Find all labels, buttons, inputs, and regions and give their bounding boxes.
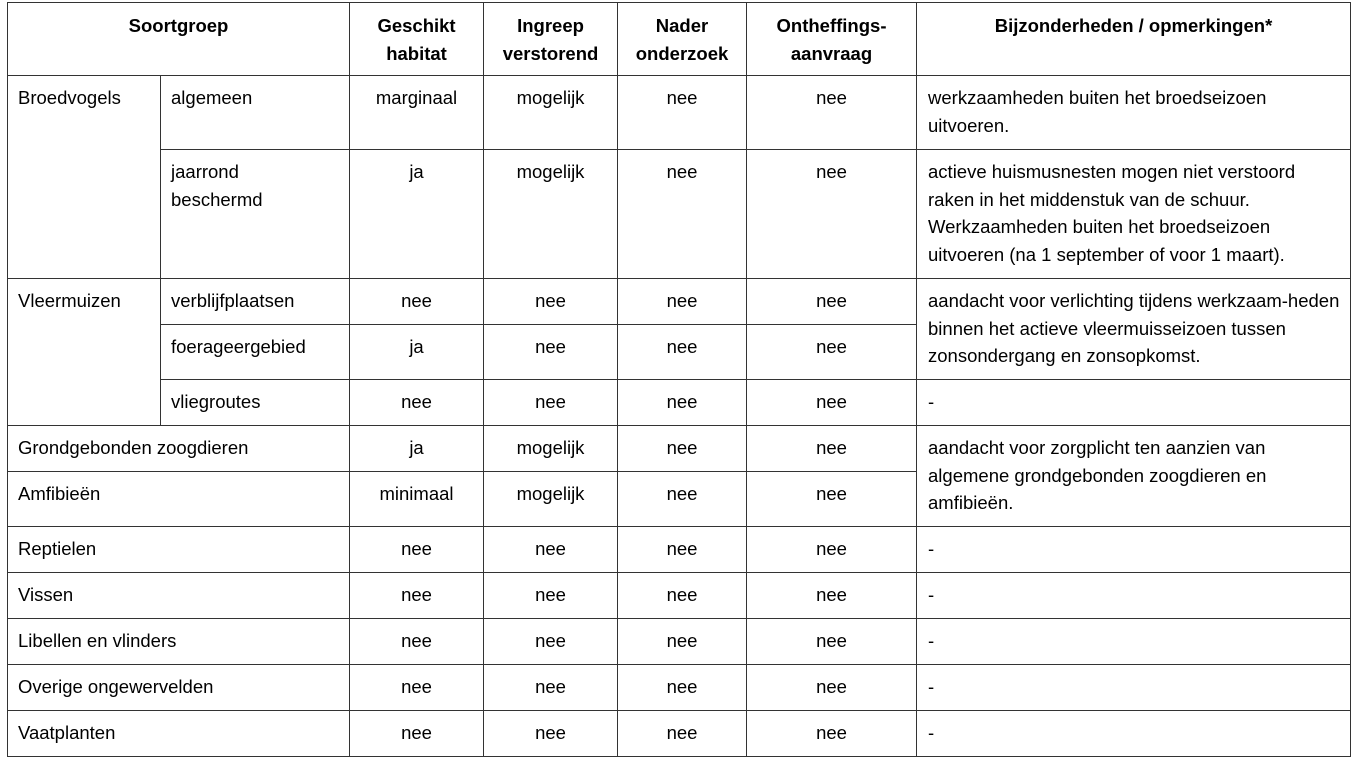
cell-habitat: nee (350, 279, 484, 325)
cell-ontheffing: nee (747, 279, 917, 325)
header-ingreep: Ingreep verstorend (484, 3, 618, 76)
table-row (8, 426, 1351, 472)
cell-habitat: ja (350, 325, 484, 380)
cell-ontheffing: nee (747, 325, 917, 380)
sub-foerageergebied: foerageergebied (161, 325, 350, 380)
group-grondgebonden: Grondgebonden zoogdieren (8, 426, 350, 472)
sub-algemeen: algemeen (161, 76, 350, 150)
cell-nader: nee (618, 619, 747, 665)
table-row (8, 573, 1351, 619)
cell-ontheffing: nee (747, 76, 917, 150)
cell-remark: - (917, 380, 1351, 426)
cell-nader: nee (618, 472, 747, 527)
group-amfibieen: Amfibieën (8, 472, 350, 527)
cell-nader: nee (618, 150, 747, 279)
table-row (8, 527, 1351, 573)
cell-ingreep: nee (484, 665, 618, 711)
cell-habitat: minimaal (350, 472, 484, 527)
header-nader: Nader onderzoek (618, 3, 747, 76)
cell-nader: nee (618, 573, 747, 619)
header-habitat: Geschikt habitat (350, 3, 484, 76)
cell-nader: nee (618, 426, 747, 472)
cell-ingreep: mogelijk (484, 76, 618, 150)
table-row (8, 76, 1351, 150)
cell-remark: - (917, 665, 1351, 711)
cell-ingreep: nee (484, 380, 618, 426)
cell-ingreep: nee (484, 279, 618, 325)
cell-remark: - (917, 619, 1351, 665)
cell-remark: - (917, 527, 1351, 573)
cell-nader: nee (618, 665, 747, 711)
cell-ingreep: nee (484, 619, 618, 665)
cell-ingreep: nee (484, 711, 618, 757)
header-soortgroep: Soortgroep (8, 3, 350, 76)
cell-ontheffing: nee (747, 665, 917, 711)
cell-ingreep: mogelijk (484, 150, 618, 279)
cell-habitat: nee (350, 711, 484, 757)
cell-remark: aandacht voor verlichting tijdens werkzaam-heden binnen het actieve vleermuisseizoen tussen zonsondergang en zonsopkomst. (917, 279, 1351, 380)
cell-remark: actieve huismusnesten mogen niet verstoord raken in het middenstuk van de schuur. Werkzaamheden buiten het broedseizoen uitvoeren (na 1 september of voor 1 maart). (917, 150, 1351, 279)
cell-habitat: ja (350, 426, 484, 472)
group-vaatplanten: Vaatplanten (8, 711, 350, 757)
group-libellen: Libellen en vlinders (8, 619, 350, 665)
species-table (7, 2, 1351, 757)
group-broedvogels: Broedvogels (8, 76, 161, 279)
cell-ontheffing: nee (747, 711, 917, 757)
table-row (8, 279, 1351, 325)
cell-habitat: nee (350, 619, 484, 665)
header-bijzonderheden: Bijzonderheden / opmerkingen* (917, 3, 1351, 76)
cell-habitat: nee (350, 380, 484, 426)
cell-remark: werkzaamheden buiten het broedseizoen uitvoeren. (917, 76, 1351, 150)
table-row (8, 150, 1351, 279)
cell-ingreep: nee (484, 527, 618, 573)
table-row (8, 380, 1351, 426)
cell-nader: nee (618, 279, 747, 325)
cell-ingreep: mogelijk (484, 426, 618, 472)
table-row (8, 711, 1351, 757)
cell-nader: nee (618, 76, 747, 150)
cell-ontheffing: nee (747, 150, 917, 279)
cell-habitat: marginaal (350, 76, 484, 150)
cell-remark: - (917, 711, 1351, 757)
header-row (8, 3, 1351, 76)
group-vissen: Vissen (8, 573, 350, 619)
group-vleermuizen: Vleermuizen (8, 279, 161, 426)
table-row (8, 665, 1351, 711)
cell-habitat: nee (350, 665, 484, 711)
cell-remark: - (917, 573, 1351, 619)
table-row (8, 619, 1351, 665)
cell-remark: aandacht voor zorgplicht ten aanzien van algemene grondgebonden zoogdieren en amfibieën. (917, 426, 1351, 527)
cell-ontheffing: nee (747, 472, 917, 527)
cell-ingreep: nee (484, 325, 618, 380)
group-reptielen: Reptielen (8, 527, 350, 573)
group-ongewervelden: Overige ongewervelden (8, 665, 350, 711)
cell-ontheffing: nee (747, 380, 917, 426)
cell-ingreep: mogelijk (484, 472, 618, 527)
cell-ontheffing: nee (747, 426, 917, 472)
cell-habitat: nee (350, 573, 484, 619)
cell-habitat: ja (350, 150, 484, 279)
cell-ingreep: nee (484, 573, 618, 619)
cell-nader: nee (618, 711, 747, 757)
cell-nader: nee (618, 527, 747, 573)
sub-jaarrond: jaarrond beschermd (161, 150, 350, 279)
sub-verblijfplaatsen: verblijfplaatsen (161, 279, 350, 325)
cell-ontheffing: nee (747, 619, 917, 665)
cell-habitat: nee (350, 527, 484, 573)
header-ontheffing: Ontheffings-aanvraag (747, 3, 917, 76)
cell-nader: nee (618, 380, 747, 426)
cell-ontheffing: nee (747, 527, 917, 573)
cell-nader: nee (618, 325, 747, 380)
sub-vliegroutes: vliegroutes (161, 380, 350, 426)
cell-ontheffing: nee (747, 573, 917, 619)
